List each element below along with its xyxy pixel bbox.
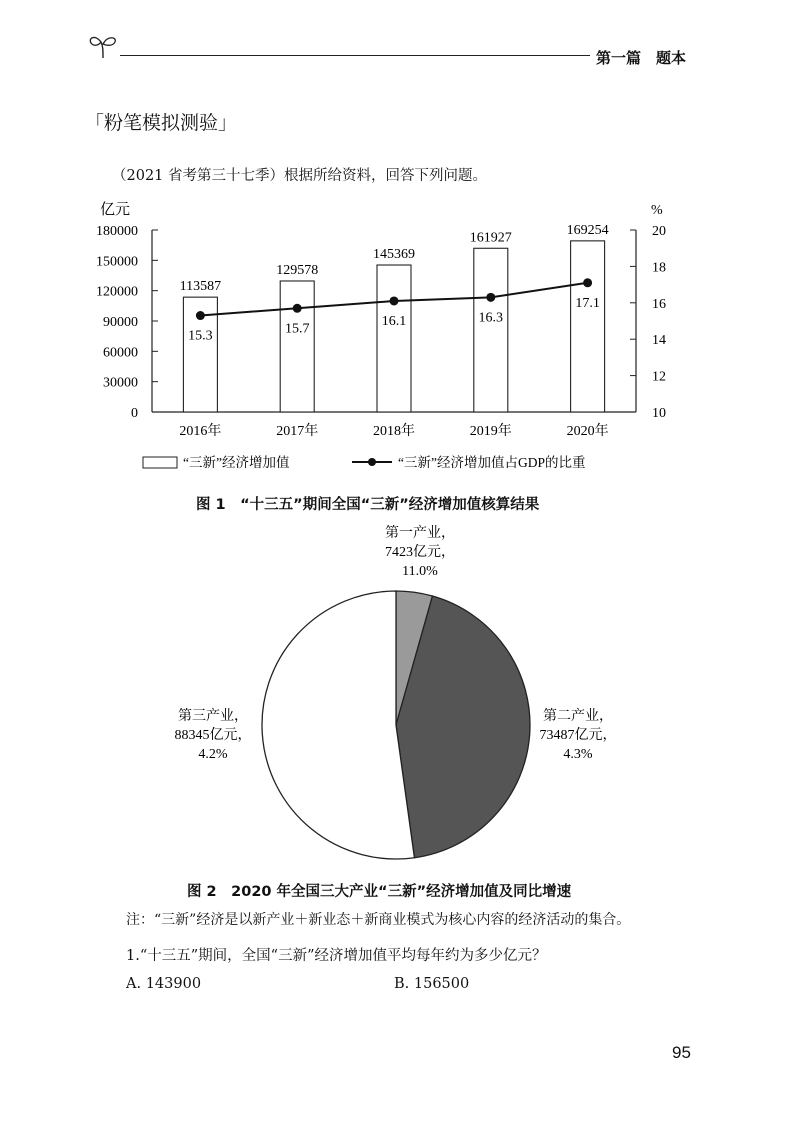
- figure2-caption: 图 2 2020 年全国三大产业“三新”经济增加值及同比增速: [187, 884, 572, 900]
- pie-slice: [262, 591, 414, 859]
- option-a: A. 143900: [126, 976, 202, 992]
- legend-line-marker: [368, 458, 376, 466]
- left-tick-label: 180000: [96, 224, 138, 239]
- slice-growth-label: 4.2%: [198, 747, 228, 762]
- pie-chart: [0, 515, 800, 875]
- section-title: 「粉笔模拟测验」: [85, 112, 238, 134]
- figure1-caption: 图 1 “十三五”期间全国“三新”经济增加值核算结果: [196, 497, 540, 513]
- slice-value-label: 7423亿元，: [385, 545, 455, 560]
- legend-bar-label: “三新”经济增加值: [183, 455, 290, 470]
- left-tick-label: 90000: [103, 315, 138, 330]
- bar-value-label: 145369: [373, 247, 415, 263]
- left-tick-label: 60000: [103, 345, 138, 361]
- line-point: [390, 296, 399, 305]
- slice-name-label: 第三产业，: [178, 709, 248, 724]
- right-tick-label: 18: [652, 260, 666, 276]
- line-value-label: 15.7: [284, 321, 310, 337]
- bar: [280, 281, 314, 412]
- slice-growth-label: 4.3%: [563, 747, 593, 762]
- note-text: 注：“三新”经济是以新产业＋新业态＋新商业模式为核心内容的经济活动的集合。: [126, 912, 631, 928]
- right-tick-label: 16: [652, 296, 666, 312]
- line-value-label: 15.3: [188, 328, 213, 344]
- line-point: [583, 278, 592, 287]
- legend-line-label: “三新”经济增加值占GDP的比重: [398, 455, 586, 470]
- right-tick-label: 14: [652, 333, 666, 349]
- bar-line-chart: [0, 190, 800, 490]
- left-axis-unit: 亿元: [100, 202, 131, 218]
- x-tick-label: 2019年: [469, 424, 512, 439]
- bar-value-label: 169254: [566, 222, 609, 238]
- left-tick-label: 30000: [103, 375, 138, 391]
- sprout-icon: [86, 30, 120, 60]
- line-point: [196, 311, 205, 320]
- bar-value-label: 161927: [469, 230, 512, 246]
- right-tick-label: 12: [652, 369, 666, 385]
- line-value-label: 16.3: [478, 310, 504, 326]
- bar: [377, 265, 411, 412]
- line-point: [293, 304, 302, 313]
- right-tick-label: 20: [652, 224, 666, 239]
- bar-value-label: 113587: [179, 279, 222, 295]
- line-value-label: 17.1: [575, 295, 600, 311]
- header-rule: [120, 55, 590, 56]
- left-tick-label: 120000: [96, 284, 138, 300]
- x-tick-label: 2016年: [179, 424, 222, 439]
- bar-value-label: 129578: [276, 262, 319, 278]
- slice-name-label: 第二产业，: [543, 709, 613, 724]
- intro-text: （2021 省考第三十七季）根据所给资料，回答下列问题。: [112, 168, 488, 184]
- page-number: 95: [672, 1043, 691, 1062]
- left-tick-label: 150000: [96, 254, 138, 270]
- slice-growth-label: 11.0%: [402, 564, 438, 579]
- x-tick-label: 2020年: [566, 424, 609, 439]
- right-tick-label: 10: [652, 406, 666, 421]
- x-tick-label: 2017年: [276, 424, 319, 439]
- legend-bar-swatch: [143, 457, 177, 468]
- option-b: B. 156500: [394, 976, 470, 992]
- x-tick-label: 2018年: [373, 424, 415, 439]
- slice-value-label: 88345亿元，: [174, 728, 252, 743]
- line-value-label: 16.1: [381, 313, 407, 329]
- right-axis-unit: %: [651, 203, 663, 218]
- bar: [571, 241, 605, 412]
- left-tick-label: 0: [131, 406, 138, 421]
- header-title: 第一篇 题本: [596, 49, 687, 67]
- slice-value-label: 73487亿元，: [539, 728, 617, 743]
- question-text: 1.“十三五”期间，全国“三新”经济增加值平均每年约为多少亿元？: [126, 948, 547, 964]
- line-point: [486, 293, 495, 302]
- slice-name-label: 第一产业，: [385, 526, 455, 541]
- bar: [474, 248, 508, 412]
